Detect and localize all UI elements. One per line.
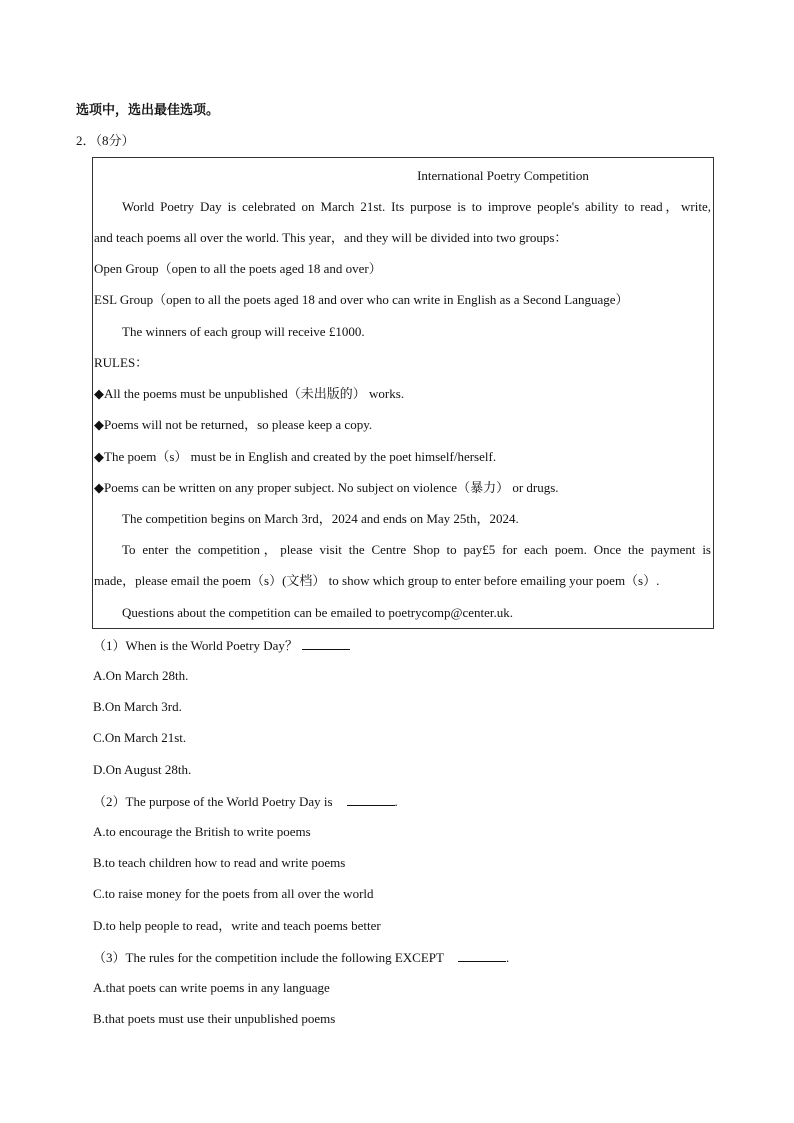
passage-paragraph: and teach poems all over the world. This year，and they will be divided into two groups： [94, 230, 568, 245]
rules-heading: RULES： [94, 355, 149, 370]
passage-box [92, 157, 714, 629]
answer-option: A.that poets can write poems in any language [93, 980, 330, 995]
answer-blank[interactable] [302, 637, 350, 650]
passage-paragraph: To enter the competition，please visit the Centre Shop to pay£5 for each poem. Once the payment is [122, 542, 711, 557]
rule-item: ◆The poem（s） must be in English and created by the poet himself/herself. [94, 449, 497, 464]
passage-paragraph: World Poetry Day is celebrated on March 21st. Its purpose is to improve people's ability to read，write, [122, 199, 711, 214]
passage-paragraph: ESL Group（open to all the poets aged 18 and over who can write in English as a Second Language） [94, 292, 629, 307]
answer-option: A.On March 28th. [93, 668, 189, 683]
question-stem [93, 793, 398, 810]
answer-option: B.On March 3rd. [93, 699, 182, 714]
rule-item: ◆Poems can be written on any proper subject. No subject on violence（暴力） or drugs. [94, 480, 559, 495]
question-stem [93, 637, 350, 654]
instruction-text: 选项中，选出最佳选项。 [76, 102, 220, 117]
answer-option: D.to help people to read，write and teach poems better [93, 918, 381, 933]
question-stem-text: （1）When is the World Poetry Day？ [93, 638, 298, 653]
passage-paragraph: The winners of each group will receive £1000. [122, 324, 365, 339]
question-suffix: . [505, 950, 510, 965]
passage-title: International Poetry Competition [417, 168, 589, 183]
question-stem-text: （2）The purpose of the World Poetry Day is [93, 794, 333, 809]
answer-option: B.that poets must use their unpublished poems [93, 1011, 336, 1026]
answer-option: A.to encourage the British to write poems [93, 824, 311, 839]
answer-option: D.On August 28th. [93, 762, 192, 777]
question-suffix: . [394, 794, 398, 809]
rule-item: ◆All the poems must be unpublished（未出版的） works. [94, 386, 405, 401]
answer-blank[interactable] [347, 793, 395, 806]
passage-paragraph: made，please email the poem（s）(文档） to show which group to enter before emailing your poem（s）. [94, 573, 660, 588]
question-stem-text: （3）The rules for the competition include the following EXCEPT [93, 950, 444, 965]
rule-item: ◆Poems will not be returned，so please keep a copy. [94, 417, 373, 432]
answer-option: C.to raise money for the poets from all over the world [93, 886, 374, 901]
answer-option: B.to teach children how to read and write poems [93, 855, 346, 870]
question-stem [93, 949, 509, 966]
passage-paragraph: Questions about the competition can be emailed to poetrycomp@center.uk. [122, 605, 514, 620]
answer-blank[interactable] [458, 949, 506, 962]
passage-paragraph: The competition begins on March 3rd，2024 and ends on May 25th，2024. [122, 511, 519, 526]
passage-paragraph: Open Group（open to all the poets aged 18 and over） [94, 261, 382, 276]
question-number: 2．（8分） [76, 133, 135, 148]
answer-option: C.On March 21st. [93, 730, 187, 745]
